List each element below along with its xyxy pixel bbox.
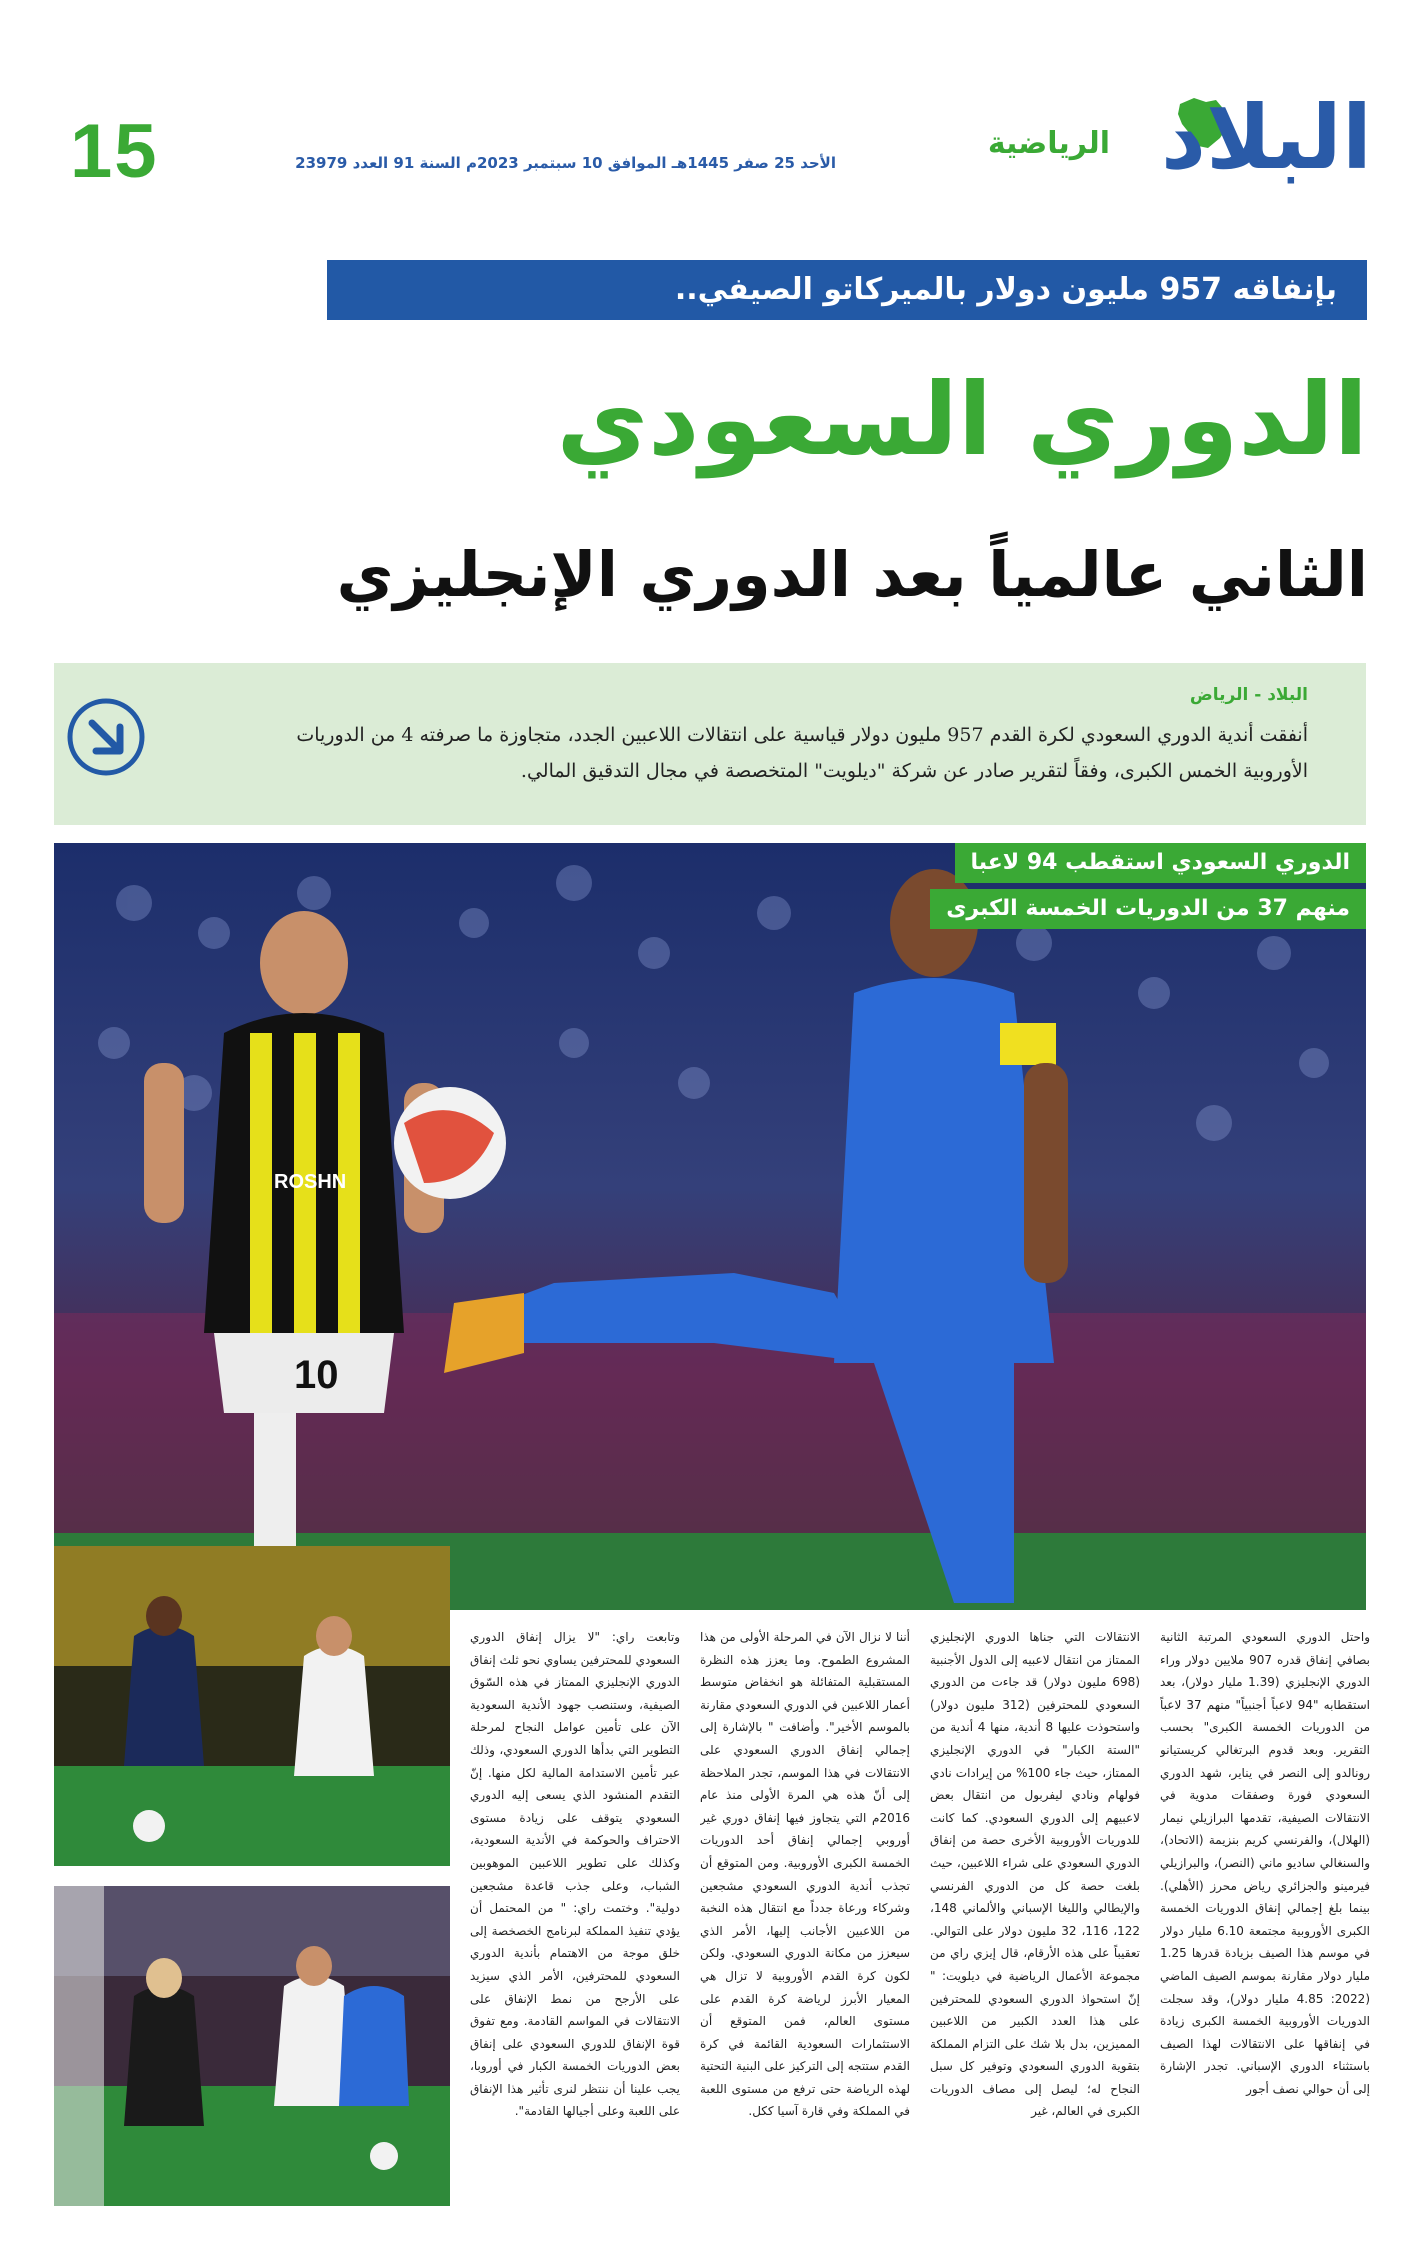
photo-tag-2: منهم 37 من الدوريات الخمسة الكبرى — [930, 889, 1366, 929]
match-photo-1 — [54, 1546, 450, 1866]
main-photo — [54, 843, 1366, 1610]
article-column-3 — [700, 1626, 910, 2226]
dateline: الأحد 25 صفر 1445هـ الموافق 10 سبتمبر 2023م السنة 91 العدد 23979 — [295, 154, 836, 172]
match-photo-2 — [54, 1886, 450, 2206]
article-paragraph: أننا لا نزال الآن في المرحلة الأولى من هذا المشروع الطموح. وما يعزز هذه النظرة المستقبلية المتفائلة هو انخفاض متوسط أعمار اللاعبين في الدوري السعودي مقارنة بالموسم الأخير". وأضافت " بالإشارة إلى إجمالي إنفاق الدوري السعودي على الانتقالات في هذا الموسم، تجدر الملاحظة إلى أنّ هذه هي المرة الأولى منذ عام 2016م التي يتجاوز فيها إنفاق دوري غير أوروبي إجمالي إنفاق أحد الدوريات الخمسة الكبرى الأوروبية. ومن المتوقع أن تجذب أندية الدوري السعودي مشجعين وشركاء ورعاة جدداً مع انتقال هذه النخبة من اللاعبين الأجانب إليها، الأمر الذي سيعزز من مكانة الدوري السعودي. ولكن لكون كرة القدم الأوروبية لا تزال هي المعيار الأبرز لرياضة كرة القدم على مستوى العالم، فمن المتوقع أن الاستثمارات السعودية القائمة في كرة القدم ستتجه إلى التركيز على البنية التحتية لهذه الرياضة حتى ترفع من مستوى اللعبة في المملكة وفي قارة آسيا ككل. — [700, 1630, 910, 2119]
photo-tag-1: الدوري السعودي استقطب 94 لاعبا — [955, 843, 1367, 883]
article-column-1 — [1160, 1626, 1370, 2226]
jersey-sponsor: ROSHN — [274, 1171, 347, 1193]
match-ball — [394, 1087, 506, 1199]
lead-text: أنفقت أندية الدوري السعودي لكرة القدم 957 مليون دولار قياسية على انتقالات اللاعبين الجدد، متجاوزة ما صرفته 4 من الدوريات الأوروبية الخمس الكبرى، وفقاً لتقرير صادر عن شركة "ديلويت" المتخصصة في مجال التدقيق المالي. — [296, 724, 1308, 782]
headline: الدوري السعودي — [556, 361, 1368, 478]
arrow-down-right-circle-icon — [66, 697, 146, 777]
kicker-bar: بإنفاقه 957 مليون دولار بالميركاتو الصيفي.. — [327, 260, 1367, 320]
article-column-2 — [930, 1626, 1140, 2226]
logo-text: البلاد — [1160, 86, 1372, 189]
jersey-number: 10 — [294, 1353, 339, 1397]
article-column-4 — [470, 1626, 680, 2226]
newspaper-logo — [912, 88, 1372, 198]
lead-byline: البلاد - الرياض — [1189, 685, 1308, 705]
article-paragraph: واحتل الدوري السعودي المرتبة الثانية بصافي إنفاق قدره 907 ملايين دولار وراء الدوري الإنجليزي (1.39 مليار دولار)، بعد استقطابه "94 لاعباً أجنبياً" منهم 37 لاعباً من الدوريات الخمسة الكبرى" بحسب التقرير. وبعد قدوم البرتغالي كريستيانو رونالدو إلى النصر في يناير، شهد الدوري السعودي فورة وصفقات مدوية في الانتقالات الصيفية، تقدمها البرازيلي نيمار (الهلال)، والفرنسي كريم بنزيمة (الاتحاد)، والسنغالي ساديو ماني (النصر)، والبرازيلي فيرمينو والجزائري رياض محرز (الأهلي). بينما بلغ إجمالي إنفاق الدوريات الخمسة الكبرى الأوروبية مجتمعة 6.10 مليار دولار في موسم هذا الصيف بزيادة قدرها 1.25 مليار دولار مقارنة بموسم الصيف الماضي (2022: 4.85 مليار دولار)، وقد سجلت الدوريات الأوروبية الخمسة الكبرى زيادة في إنفاقها على الانتقالات لهذا الصيف باستثناء الدوري الإسباني. تجدر الإشارة إلى أن حوالي نصف أجور — [1160, 1630, 1370, 2096]
subheadline: الثاني عالمياً بعد الدوري الإنجليزي — [336, 538, 1368, 611]
page-number: 15 — [70, 109, 159, 194]
article-paragraph: وتابعت راي: "لا يزال إنفاق الدوري السعودي للمحترفين يساوي نحو ثلث إنفاق الدوري الإنجليزي الممتاز في هذه السّوق الصيفية، وستنصب جهود الأندية السعودية الآن على تأمين عوامل النجاح لمرحلة التطوير التي بدأها الدوري السعودي، وذلك عبر تأمين الاستدامة المالية لكل منها. إنّ التقدم المنشود الذي يسعى إليه الدوري السعودي يتوقف على زيادة مستوى الاحتراف والحوكمة في الأندية السعودية، وكذلك على تطوير اللاعبين الموهوبين الشباب، وعلى جذب قاعدة مشجعين دولية". وختمت راي: " من المحتمل أن يؤدي تنفيذ المملكة لبرنامج الخصخصة إلى خلق موجة من الاهتمام بأندية الدوري السعودي للمحترفين، الأمر الذي سيزيد على الأرجح من نمط الإنفاق على الانتقالات في المواسم القادمة. ومع تفوق قوة الإنفاق للدوري السعودي على إنفاق بعض الدوريات الخمسة الكبار في أوروبا، يجب علينا أن ننتظر لنرى تأثير هذا الإنفاق على اللعبة وعلى أجيالها القادمة". — [470, 1630, 680, 2119]
article-paragraph: الانتقالات التي جناها الدوري الإنجليزي الممتاز من انتقال لاعبيه إلى الدول الأجنبية (698 مليون دولار) قد جاءت من الدوري السعودي للمحترفين (312 مليون دولار) واستحوذت عليها 8 أندية، منها 4 أندية من "الستة الكبار" في الدوري الإنجليزي الممتاز، حيث جاء 100% من إيرادات نادي فولهام ونادي ليفربول من انتقال بعض لاعبيهم إلى الدوري السعودي. كما كانت للدوريات الأوروبية الأخرى حصة من إنفاق الدوري السعودي على شراء اللاعبين، حيث بلغت حصة كل من الدوري الفرنسي والإيطالي والليغا الإسباني والألماني 148، 122، 116، 32 مليون دولار على التوالي. تعقيباً على هذه الأرقام، قال إيزي راي من مجموعة الأعمال الرياضية في ديلويت: " إنّ استحواذ الدوري السعودي للمحترفين على هذا العدد الكبير من اللاعبين المميزين، بدل بلا شك على التزام المملكة بتقوية الدوري السعودي وتوفير كل سبل النجاح له؛ ليصل إلى مصاف الدوريات الكبرى في العالم، غير — [930, 1630, 1140, 2119]
article-body — [470, 1626, 1370, 2226]
section-name: الرياضية — [987, 126, 1110, 161]
lead-box — [54, 663, 1366, 825]
